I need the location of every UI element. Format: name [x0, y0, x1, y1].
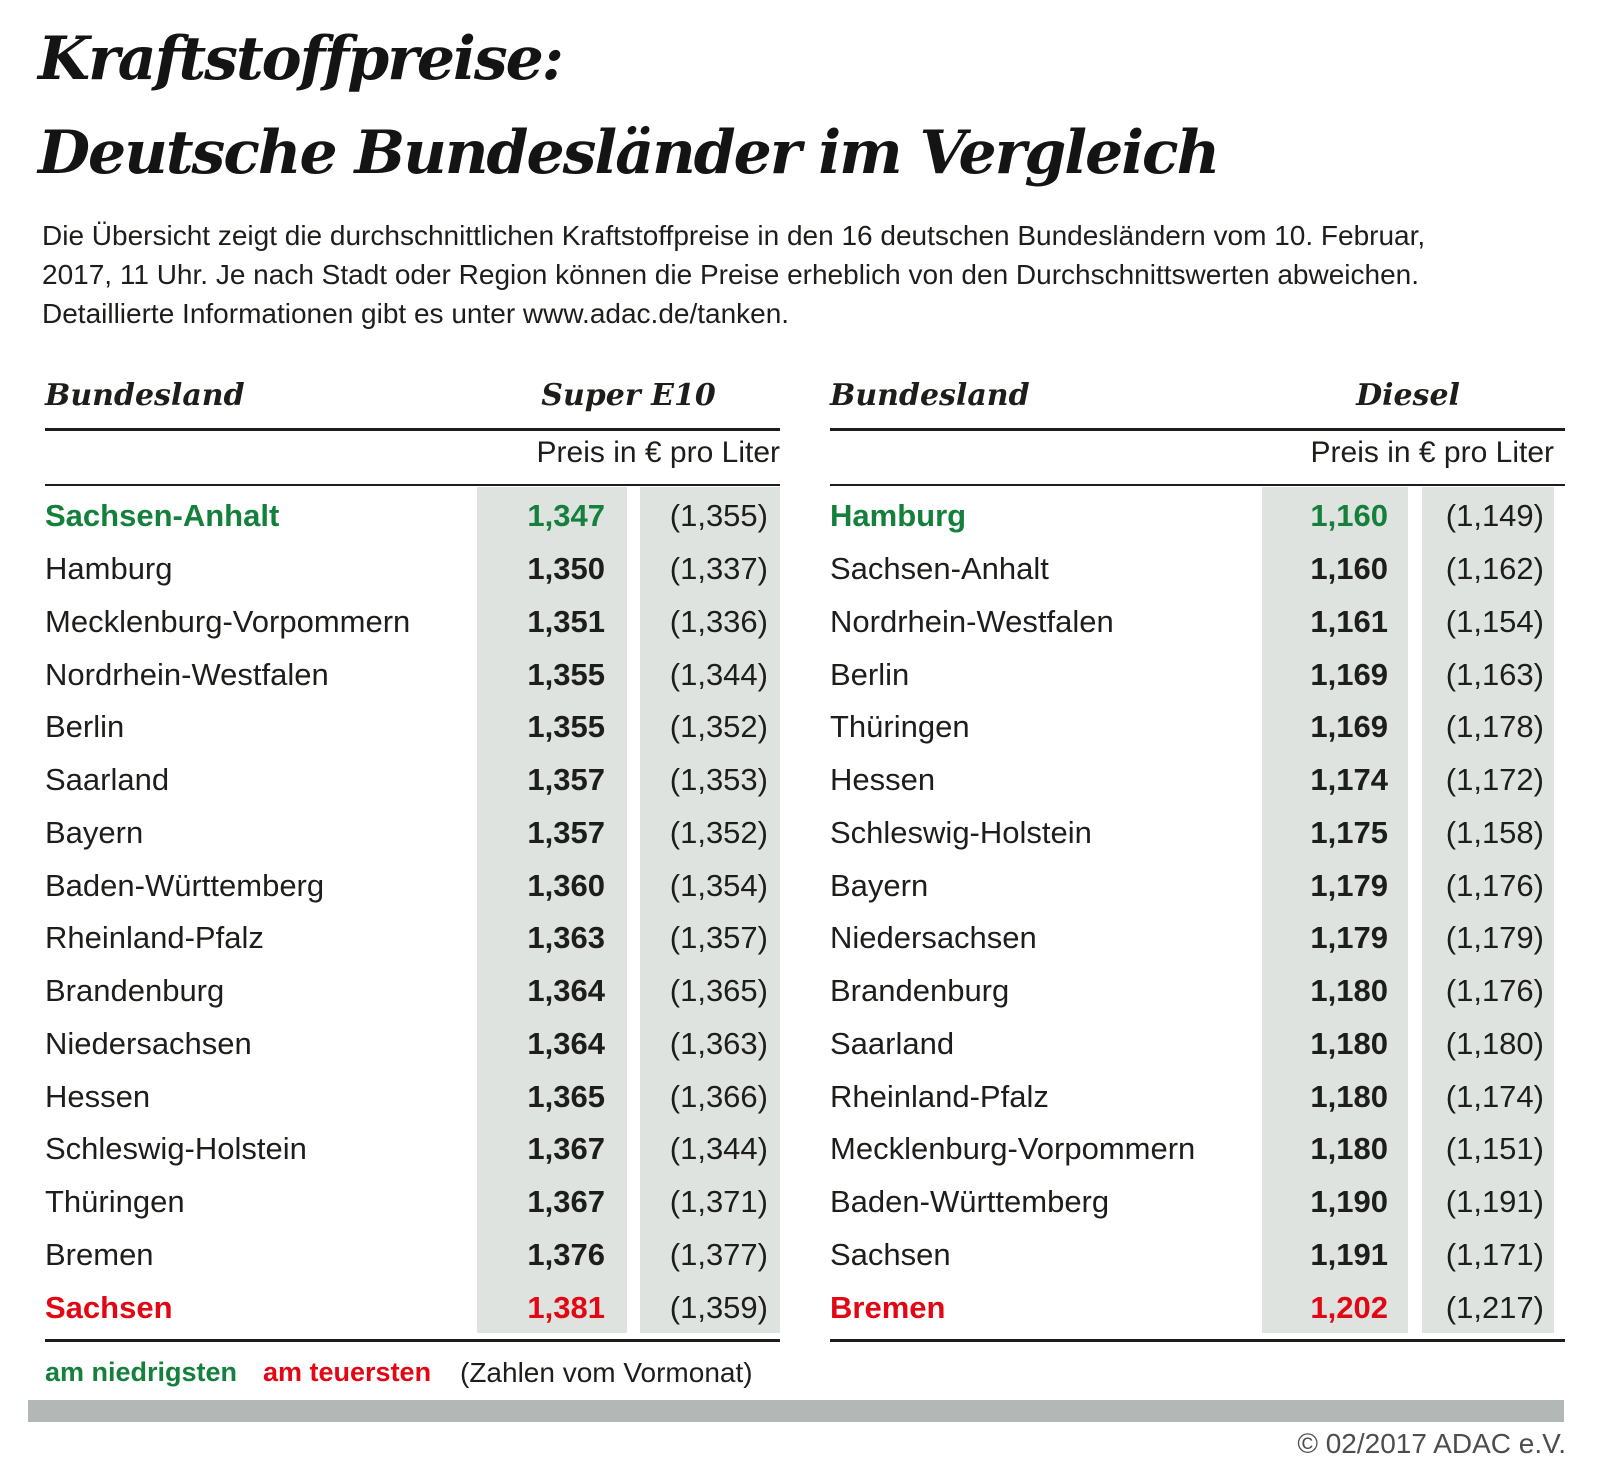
- previous-month-price: (1,154): [1445, 603, 1544, 639]
- page-title-line-2: Deutsche Bundesländer im Vergleich: [38, 118, 1219, 188]
- table-row: [830, 912, 1565, 965]
- state-name: Bremen: [830, 1289, 946, 1325]
- previous-month-price: (1,355): [669, 498, 768, 534]
- previous-month-price: (1,363): [669, 1025, 768, 1061]
- state-name: Bremen: [45, 1236, 154, 1272]
- table-row: [830, 1018, 1565, 1071]
- divider: [830, 1339, 1565, 1342]
- divider: [45, 1339, 780, 1342]
- previous-month-price: (1,191): [1445, 1184, 1544, 1220]
- state-name: Baden-Württemberg: [45, 867, 325, 903]
- state-name: Baden-Württemberg: [830, 1184, 1110, 1220]
- table-row: [45, 754, 780, 807]
- state-name: Sachsen-Anhalt: [45, 498, 280, 534]
- table-row: [830, 1123, 1565, 1176]
- state-name: Niedersachsen: [45, 1025, 252, 1061]
- table-body: [830, 490, 1565, 1334]
- table-row: [45, 1123, 780, 1176]
- column-header-bundesland: Bundesland: [830, 378, 1030, 413]
- previous-month-price: (1,352): [669, 814, 768, 850]
- previous-month-price: (1,158): [1445, 814, 1544, 850]
- previous-month-price: (1,217): [1445, 1289, 1544, 1325]
- previous-month-price: (1,172): [1445, 762, 1544, 798]
- fuel-header-diesel: Diesel: [1356, 378, 1460, 413]
- divider: [45, 428, 780, 431]
- table-row: [45, 1070, 780, 1123]
- current-price: 1,191: [1310, 1236, 1388, 1272]
- state-name: Saarland: [45, 762, 170, 798]
- current-price: 1,381: [527, 1289, 605, 1325]
- state-name: Berlin: [830, 656, 910, 692]
- current-price: 1,355: [527, 709, 605, 745]
- current-price: 1,174: [1310, 762, 1388, 798]
- table-row: [45, 807, 780, 860]
- state-name: Hessen: [45, 1078, 151, 1114]
- intro-line: Detaillierte Informationen gibt es unter www.adac.de/tanken.: [42, 298, 790, 329]
- previous-month-price: (1,163): [1445, 656, 1544, 692]
- table-row: [45, 596, 780, 649]
- current-price: 1,169: [1310, 656, 1388, 692]
- table-row: [45, 648, 780, 701]
- state-name: Sachsen-Anhalt: [830, 551, 1049, 587]
- previous-month-price: (1,344): [669, 656, 768, 692]
- page-title-line-1: Kraftstoffpreise:: [38, 24, 562, 94]
- table-row: [830, 754, 1565, 807]
- table-row: [830, 1176, 1565, 1229]
- table-row: [45, 912, 780, 965]
- state-name: Bayern: [830, 867, 929, 903]
- divider: [45, 484, 780, 486]
- current-price: 1,364: [527, 973, 605, 1009]
- table-row: [830, 490, 1565, 543]
- legend-lowest: am niedrigsten: [45, 1357, 238, 1387]
- table-row: [45, 1176, 780, 1229]
- previous-month-price: (1,365): [669, 973, 768, 1009]
- state-name: Saarland: [830, 1025, 955, 1061]
- legend-prev-month-note: (Zahlen vom Vormonat): [460, 1357, 753, 1388]
- current-price: 1,367: [527, 1184, 605, 1220]
- state-name: Sachsen: [830, 1236, 951, 1272]
- previous-month-price: (1,366): [669, 1078, 768, 1114]
- table-row: [45, 701, 780, 754]
- intro-paragraph: [42, 216, 1425, 333]
- current-price: 1,180: [1310, 1131, 1388, 1167]
- state-name: Thüringen: [830, 709, 970, 745]
- state-name: Brandenburg: [45, 973, 225, 1009]
- current-price: 1,179: [1310, 867, 1388, 903]
- state-name: Nordrhein-Westfalen: [830, 603, 1114, 639]
- intro-line: 2017, 11 Uhr. Je nach Stadt oder Region können die Preise erheblich von den Durchschnittswerten abweichen.: [42, 259, 1420, 290]
- previous-month-price: (1,357): [669, 920, 768, 956]
- previous-month-price: (1,162): [1445, 551, 1544, 587]
- previous-month-price: (1,176): [1445, 973, 1544, 1009]
- table-row: [45, 1018, 780, 1071]
- current-price: 1,179: [1310, 920, 1388, 956]
- table-row: [830, 965, 1565, 1018]
- previous-month-price: (1,149): [1445, 498, 1544, 534]
- previous-month-price: (1,176): [1445, 867, 1544, 903]
- current-price: 1,363: [527, 920, 605, 956]
- state-name: Rheinland-Pfalz: [830, 1078, 1049, 1114]
- current-price: 1,180: [1310, 1025, 1388, 1061]
- current-price: 1,347: [527, 498, 605, 534]
- state-name: Schleswig-Holstein: [45, 1131, 307, 1167]
- table-row: [45, 1229, 780, 1282]
- table-row: [830, 1070, 1565, 1123]
- diesel-table: [830, 374, 1565, 1348]
- table-row: [45, 859, 780, 912]
- state-name: Schleswig-Holstein: [830, 814, 1092, 850]
- table-row: [830, 1229, 1565, 1282]
- previous-month-price: (1,336): [669, 603, 768, 639]
- state-name: Brandenburg: [830, 973, 1010, 1009]
- divider: [830, 428, 1565, 431]
- table-row: [45, 490, 780, 543]
- column-header-bundesland: Bundesland: [45, 378, 245, 413]
- current-price: 1,367: [527, 1131, 605, 1167]
- current-price: 1,175: [1310, 814, 1388, 850]
- current-price: 1,355: [527, 656, 605, 692]
- current-price: 1,161: [1310, 603, 1388, 639]
- footer-bar: [28, 1400, 1564, 1422]
- price-unit-header: Preis in € pro Liter: [536, 436, 780, 469]
- table-row: [830, 701, 1565, 754]
- current-price: 1,180: [1310, 1078, 1388, 1114]
- table-row: [830, 543, 1565, 596]
- previous-month-price: (1,352): [669, 709, 768, 745]
- current-price: 1,364: [527, 1025, 605, 1061]
- state-name: Rheinland-Pfalz: [45, 920, 264, 956]
- table-row: [45, 543, 780, 596]
- current-price: 1,160: [1310, 498, 1388, 534]
- table-row: [830, 1281, 1565, 1334]
- state-name: Hamburg: [830, 498, 967, 534]
- table-row: [45, 965, 780, 1018]
- copyright-notice: © 02/2017 ADAC e.V.: [1297, 1428, 1566, 1459]
- current-price: 1,202: [1310, 1289, 1388, 1325]
- fuel-header-super-e10: Super E10: [541, 378, 716, 413]
- table-row: [830, 807, 1565, 860]
- current-price: 1,351: [527, 603, 605, 639]
- previous-month-price: (1,179): [1445, 920, 1544, 956]
- previous-month-price: (1,359): [669, 1289, 768, 1325]
- current-price: 1,357: [527, 762, 605, 798]
- state-name: Hamburg: [45, 551, 173, 587]
- table-row: [830, 648, 1565, 701]
- table-body: [45, 490, 780, 1334]
- previous-month-price: (1,180): [1445, 1025, 1544, 1061]
- current-price: 1,160: [1310, 551, 1388, 587]
- previous-month-price: (1,354): [669, 867, 768, 903]
- current-price: 1,190: [1310, 1184, 1388, 1220]
- state-name: Mecklenburg-Vorpommern: [830, 1131, 1196, 1167]
- current-price: 1,357: [527, 814, 605, 850]
- previous-month-price: (1,151): [1445, 1131, 1544, 1167]
- legend-highest: am teuersten: [263, 1357, 432, 1387]
- state-name: Nordrhein-Westfalen: [45, 656, 329, 692]
- state-name: Hessen: [830, 762, 936, 798]
- table-row: [45, 1281, 780, 1334]
- previous-month-price: (1,171): [1445, 1236, 1544, 1272]
- state-name: Niedersachsen: [830, 920, 1037, 956]
- current-price: 1,360: [527, 867, 605, 903]
- table-row: [830, 596, 1565, 649]
- super-e10-table: [45, 374, 780, 1348]
- previous-month-price: (1,377): [669, 1236, 768, 1272]
- state-name: Sachsen: [45, 1289, 173, 1325]
- state-name: Mecklenburg-Vorpommern: [45, 603, 411, 639]
- state-name: Thüringen: [45, 1184, 185, 1220]
- state-name: Bayern: [45, 814, 144, 850]
- current-price: 1,180: [1310, 973, 1388, 1009]
- previous-month-price: (1,174): [1445, 1078, 1544, 1114]
- current-price: 1,376: [527, 1236, 605, 1272]
- previous-month-price: (1,337): [669, 551, 768, 587]
- previous-month-price: (1,353): [669, 762, 768, 798]
- current-price: 1,350: [527, 551, 605, 587]
- current-price: 1,365: [527, 1078, 605, 1114]
- previous-month-price: (1,371): [669, 1184, 768, 1220]
- current-price: 1,169: [1310, 709, 1388, 745]
- previous-month-price: (1,344): [669, 1131, 768, 1167]
- intro-line: Die Übersicht zeigt die durchschnittlichen Kraftstoffpreise in den 16 deutschen Bundesländern vom 10. Februar,: [42, 220, 1426, 251]
- state-name: Berlin: [45, 709, 125, 745]
- divider: [830, 484, 1565, 486]
- table-row: [830, 859, 1565, 912]
- price-unit-header: Preis in € pro Liter: [1310, 436, 1554, 469]
- previous-month-price: (1,178): [1445, 709, 1544, 745]
